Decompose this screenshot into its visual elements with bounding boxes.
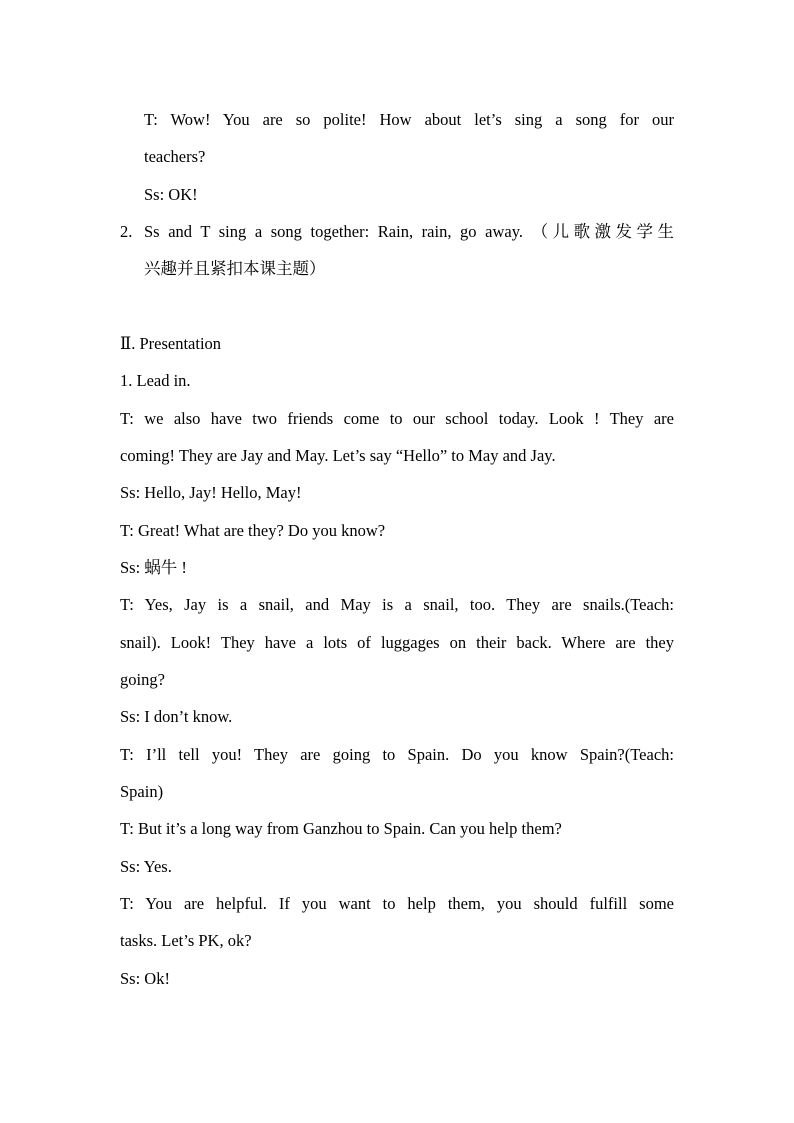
text-line: T: But it’s a long way from Ganzhou to Spain. Can you help them? <box>120 819 562 838</box>
text-line: Ss: 蜗牛 ! <box>120 558 187 577</box>
text-line: going? <box>120 670 165 689</box>
text-line: T: Yes, Jay is a snail, and May is a snail, too. They are snails.(Teach: <box>120 595 674 614</box>
text-line: Ss: Yes. <box>120 857 172 876</box>
text-line: Ss: Hello, Jay! Hello, May! <box>120 483 302 502</box>
text-line: Ss and T sing a song together: Rain, rain, go away. （儿歌激发学生 <box>144 222 674 241</box>
text-line: T: Wow! You are so polite! How about let’s sing a song for our <box>144 110 674 129</box>
text-line: Spain) <box>120 782 164 801</box>
subsection-heading: 1. Lead in. <box>120 371 191 390</box>
text-line: snail). Look! They have a lots of luggages on their back. Where are they <box>120 633 674 652</box>
text-line: 兴趣并且紧扣本课主题） <box>144 259 326 278</box>
list-number: 2. <box>120 222 133 241</box>
text-line: Ss: OK! <box>144 185 198 204</box>
section-heading: Ⅱ. Presentation <box>120 334 222 353</box>
text-line: coming! They are Jay and May. Let’s say “Hello” to May and Jay. <box>120 446 556 465</box>
text-line: T: Great! What are they? Do you know? <box>120 521 386 540</box>
text-line: T: I’ll tell you! They are going to Spain. Do you know Spain?(Teach: <box>120 745 674 764</box>
text-line: teachers? <box>144 147 206 166</box>
text-line: Ss: I don’t know. <box>120 707 233 726</box>
text-line: T: You are helpful. If you want to help them, you should fulfill some <box>120 894 674 913</box>
text-line: tasks. Let’s PK, ok? <box>120 931 252 950</box>
text-line: T: we also have two friends come to our school today. Look ! They are <box>120 409 674 428</box>
text-line: Ss: Ok! <box>120 969 170 988</box>
